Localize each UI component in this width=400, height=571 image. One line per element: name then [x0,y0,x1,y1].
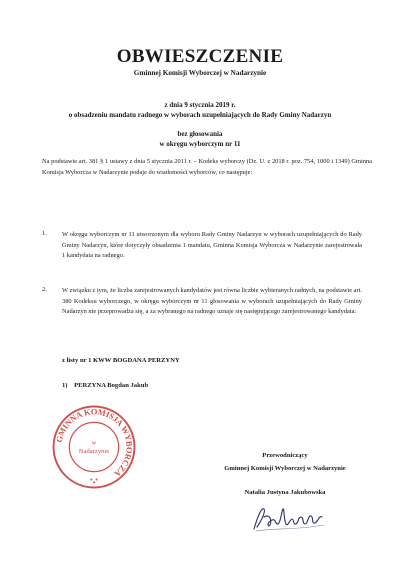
signatory-name: Natalia Justyna Jakubowska [244,489,326,496]
date-line: z dnia 9 stycznia 2019 r. [164,101,236,109]
handwritten-signature [248,503,330,533]
topic-line: o obsadzeniu mandatu radnego w wyborach uzupełniających do Rady Gminy Nadarzyn [68,111,332,119]
signatory-title: Przewodniczący [262,452,308,459]
official-stamp [50,403,138,491]
stamp-ring-text: GMINNA KOMISJA WYBORCZA [54,407,134,479]
district-line: w okręgu wyborczym nr 11 [159,140,241,148]
no-vote-line: bez głosowania [177,130,223,138]
stamp-center-line1: w [91,440,97,447]
intro-paragraph: Na podstawie art. 381 § 1 ustawy z dnia 5 stycznia 2011 r. – Kodeks wyborczy (Dz. U. z 2018 r. poz. 754, 1000 i 1349) Gminna Komisja Wyborcza w Nadarzynie podaje do wiadomości wyborców, co następuje: [42,158,372,176]
point-number: 1. [42,230,47,237]
point-text: W związku z tym, że liczba zarejestrowanych kandydatów jest równa liczbie wybieranych radnych, na podstawie art. 380 Kodeksu wyborczego, w okręgu wyborczym nr 11 głosowania w wyborach uzupełniających do Rady Gminy Nadarzyn nie przeprowadza się, a za wybranego na radnego uznaje się następującego zarejestrowanego kandydata: [62,287,362,315]
document-subtitle: Gminnej Komisji Wyborczej w Nadarzynie [133,69,267,77]
point-text: W okręgu wyborczym nr 11 utworzonym dla wyboru Rady Gminy Nadarzyn w wyborach uzupełniających do Rady Gminy Nadarzyn, które dotyczyły obsadzenia 1 mandatu, Gminna Komisja Wyborcza w Nadarzynie zarejestrowała 1 kandydata na radnego. [62,231,362,259]
stamp-center-line2: Nadarzynie [78,448,110,456]
document-title: OBWIESZCZENIE [116,46,284,67]
point-number: 2. [42,286,47,293]
list-label: z listy nr 1 KWW BOGDANA PERZYNY [62,357,180,364]
signatory-organization: Gminnej Komisji Wyborczej w Nadarzynie [224,465,346,472]
elected-candidate: 1) PERZYNA Bogdan Jakub [62,382,149,389]
